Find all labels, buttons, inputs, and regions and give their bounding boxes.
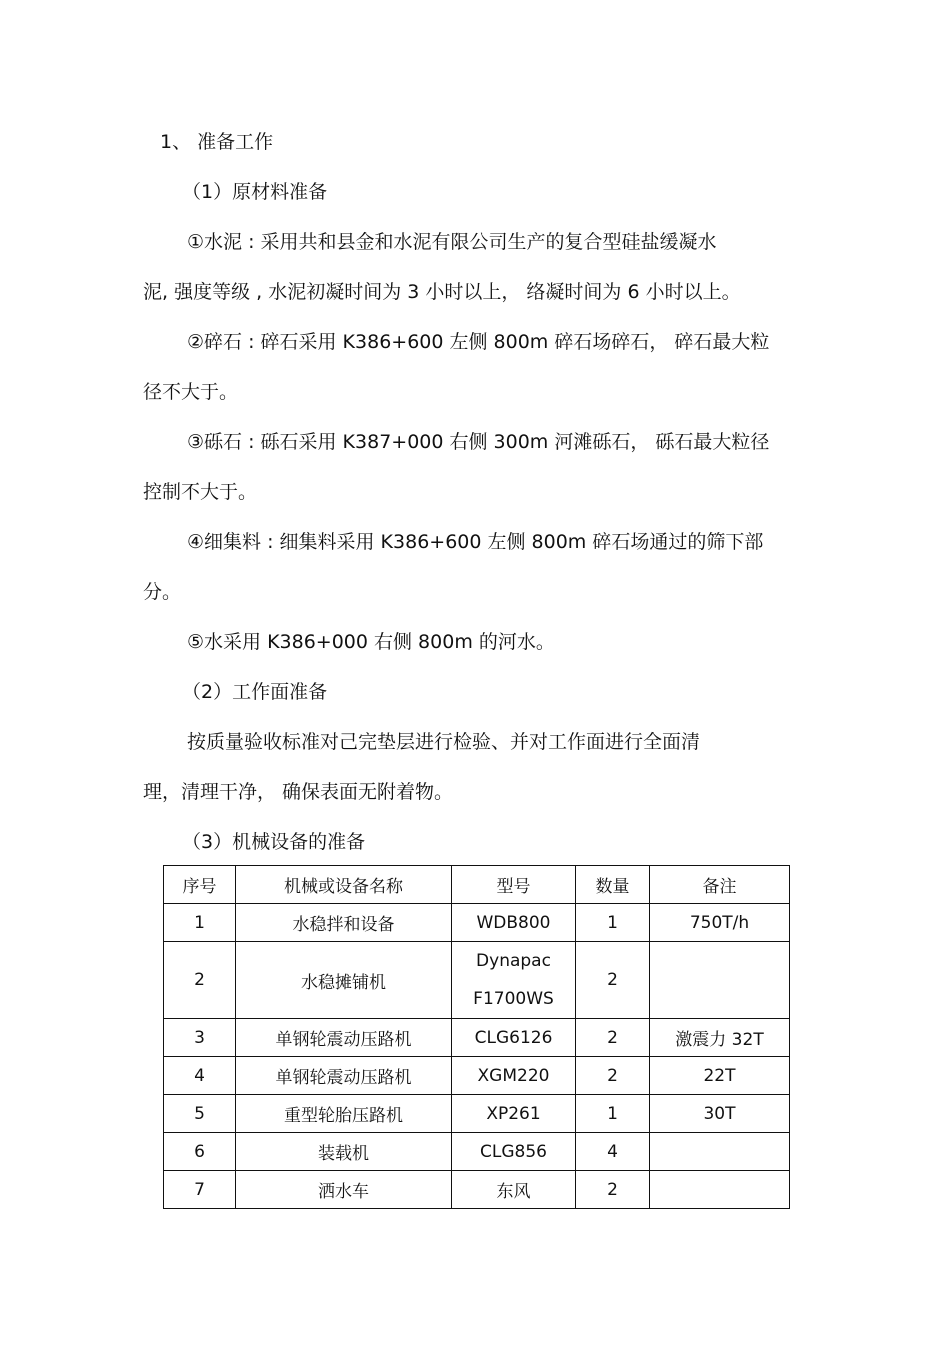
cell-qty: 2 (576, 1019, 650, 1057)
subheading-materials: （1）原材料准备 (182, 181, 328, 203)
table-row (164, 942, 790, 1019)
cell-no: 7 (164, 1171, 236, 1209)
table-row (164, 1133, 790, 1171)
cell-note (650, 1171, 790, 1209)
surface-text-line1: 按质量验收标准对己完垫层进行检验、并对工作面进行全面清 (187, 731, 701, 753)
cell-model (452, 942, 576, 1019)
table-header-row (164, 866, 790, 904)
surface-text-line2: 理，清理干净， 确保表面无附着物。 (143, 781, 454, 803)
table-row (164, 1057, 790, 1095)
cell-note: 30T (650, 1095, 790, 1133)
header-qty: 数量 (576, 866, 650, 904)
cell-name: 重型轮胎压路机 (236, 1095, 452, 1133)
cell-name: 单钢轮震动压路机 (236, 1019, 452, 1057)
cell-model: XGM220 (452, 1057, 576, 1095)
cell-model-line2: F1700WS (473, 989, 554, 1009)
cell-no: 6 (164, 1133, 236, 1171)
header-model: 型号 (452, 866, 576, 904)
cell-qty: 2 (576, 942, 650, 1019)
cell-no: 2 (164, 942, 236, 1019)
gravel-text-line2: 径不大于。 (143, 381, 239, 403)
cell-note: 激震力 32T (650, 1019, 790, 1057)
cell-name: 水稳摊铺机 (236, 942, 452, 1019)
fine-aggregate-text-line1: ④细集料 : 细集料采用 K386+600 左侧 800m 碎石场通过的筛下部 (187, 531, 764, 553)
cell-name: 洒水车 (236, 1171, 452, 1209)
cell-model: CLG6126 (452, 1019, 576, 1057)
cell-qty: 2 (576, 1171, 650, 1209)
pebble-text-line2: 控制不大于。 (143, 481, 258, 503)
table-row (164, 904, 790, 942)
equipment-table-container (163, 865, 789, 1209)
cell-note: 750T/h (650, 904, 790, 942)
cell-model: CLG856 (452, 1133, 576, 1171)
cell-qty: 4 (576, 1133, 650, 1171)
cell-model-line1: Dynapac (476, 951, 551, 971)
cell-no: 1 (164, 904, 236, 942)
table-row (164, 1095, 790, 1133)
cell-no: 3 (164, 1019, 236, 1057)
table-row (164, 1171, 790, 1209)
fine-aggregate-text-line2: 分。 (143, 581, 182, 603)
cell-model: WDB800 (452, 904, 576, 942)
gravel-text-line1: ②碎石 : 碎石采用 K386+600 左侧 800m 碎石场碎石， 碎石最大粒 (187, 331, 770, 353)
cell-qty: 2 (576, 1057, 650, 1095)
cell-note (650, 942, 790, 1019)
header-note: 备注 (650, 866, 790, 904)
cement-text-line1: ①水泥 : 采用共和县金和水泥有限公司生产的复合型硅盐缓凝水 (187, 231, 717, 253)
cell-no: 5 (164, 1095, 236, 1133)
cell-model: 东风 (452, 1171, 576, 1209)
cell-qty: 1 (576, 1095, 650, 1133)
cement-text-line2: 泥, 强度等级 , 水泥初凝时间为 3 小时以上， 络凝时间为 6 小时以上。 (143, 281, 741, 303)
subheading-surface: （2）工作面准备 (182, 681, 328, 703)
pebble-text-line1: ③砾石 : 砾石采用 K387+000 右侧 300m 河滩砾石， 砾石最大粒径 (187, 431, 770, 453)
cell-name: 单钢轮震动压路机 (236, 1057, 452, 1095)
cell-qty: 1 (576, 904, 650, 942)
water-text: ⑤水采用 K386+000 右侧 800m 的河水。 (187, 631, 555, 653)
header-name: 机械或设备名称 (236, 866, 452, 904)
cell-model: XP261 (452, 1095, 576, 1133)
table-row (164, 1019, 790, 1057)
equipment-table (163, 865, 790, 1209)
header-no: 序号 (164, 866, 236, 904)
section-heading: 1、 准备工作 (160, 131, 274, 153)
cell-no: 4 (164, 1057, 236, 1095)
cell-name: 水稳拌和设备 (236, 904, 452, 942)
subheading-equipment: （3）机械设备的准备 (182, 831, 366, 853)
cell-name: 装载机 (236, 1133, 452, 1171)
cell-note (650, 1133, 790, 1171)
cell-note: 22T (650, 1057, 790, 1095)
